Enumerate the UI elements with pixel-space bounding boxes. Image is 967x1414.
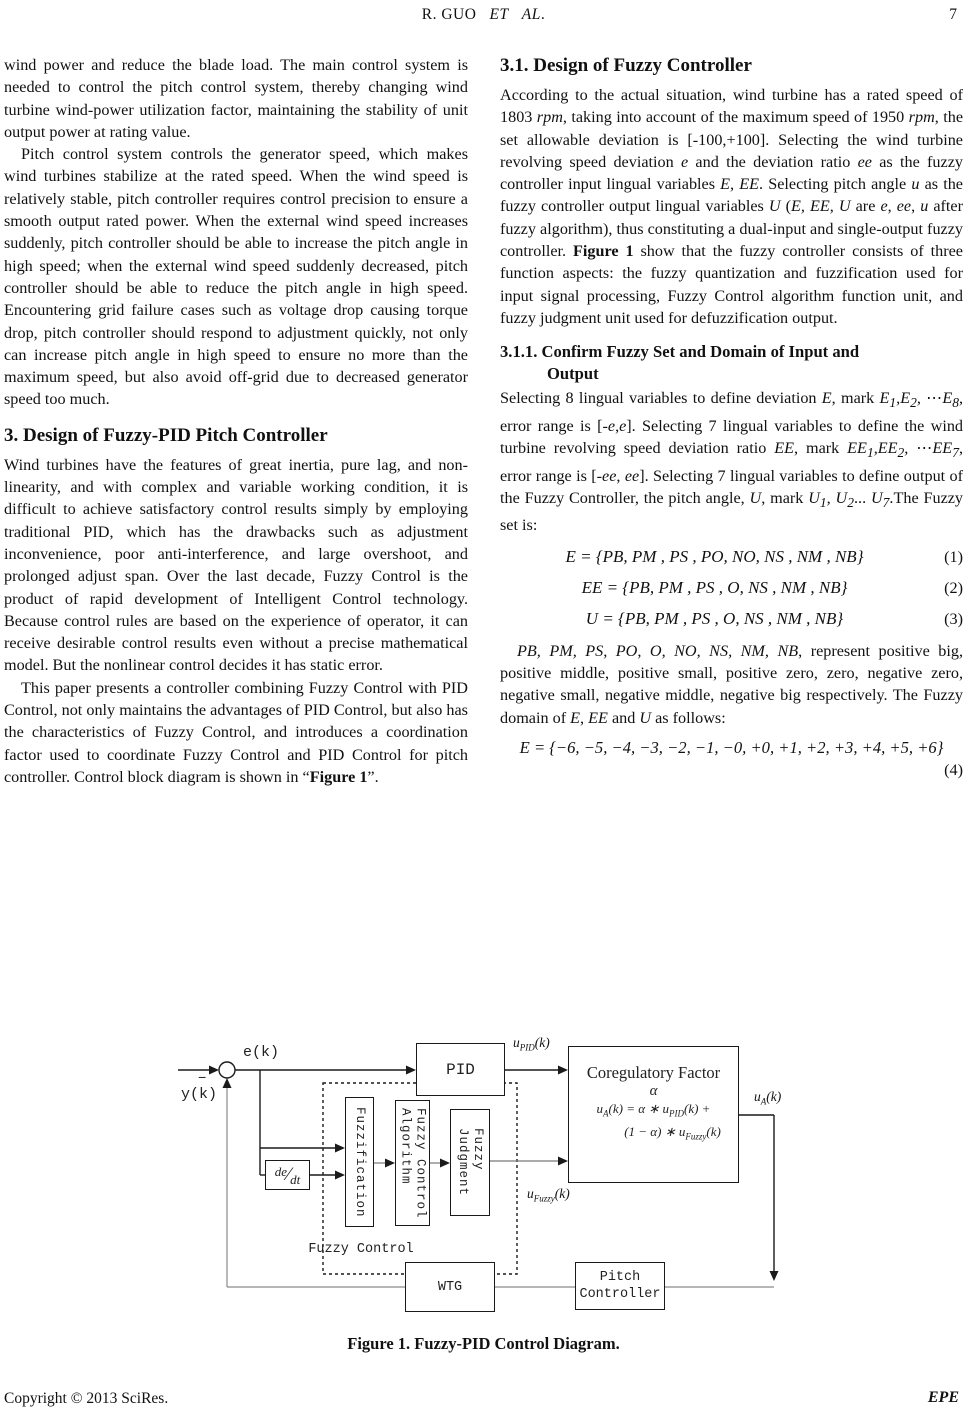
section-3-1-heading: 3.1. Design of Fuzzy Controller <box>500 55 752 76</box>
pid-block: PID <box>416 1043 505 1096</box>
u-fuzzy-label: $u_{Fuzzy}(k)$ <box>527 1186 570 1204</box>
arrowhead <box>558 1157 568 1166</box>
arrowhead <box>440 1159 450 1168</box>
equation-1 <box>500 546 963 568</box>
paragraph: Pitch control system controls the generator speed, which makes wind turbines stabilize at the rated speed. When the wind speed is relatively stable, pitch controller requires control precision to ensure a smooth output rated power. When the external wind speed increases suddenly, pitch controller should be able to increase the pitch angle in high speed; when the external wind speed suddenly decreased, pitch controller should be able to reduce the pitch angle in high speed. Encountering grid failure cases such as voltage drop causing torque drop, pitch controller should respond to adjustment quickly, not only can increase pitch angle in high speed to ensure no more than the maximum speed, but also avoid off-grid due to decreased generator speed too much. <box>4 145 468 409</box>
fuzzy-control-algorithm-block <box>395 1100 430 1226</box>
equation-body: U = {PB, PM , PS , O, NS , NM , NB} <box>585 609 844 629</box>
equation-body: E = {PB, PM , PS , PO, NO, NS , NM , NB} <box>565 546 864 566</box>
section-3-1-1-heading <box>500 341 963 385</box>
fuzzy-control-group-label: Fuzzy Control <box>308 1242 414 1257</box>
right-column <box>500 54 963 781</box>
minus-sign: − <box>198 1071 207 1087</box>
error-signal-label: e(k) <box>243 1044 280 1061</box>
derivative-block: de⁄dt <box>265 1160 310 1190</box>
arrowhead <box>223 1078 232 1088</box>
u-a-label: $u_A(k)$ <box>754 1089 782 1107</box>
arrowhead <box>385 1159 395 1168</box>
u-pid-label: $u_{PID}(k)$ <box>513 1035 550 1053</box>
summing-junction <box>219 1062 235 1078</box>
figure-caption: Figure 1. Fuzzy-PID Control Diagram. <box>347 1334 620 1353</box>
coregulatory-equation-line2: (1 − α) ∗ $u_{Fuzzy}(k)$ <box>624 1123 721 1142</box>
arrowhead <box>558 1066 568 1075</box>
equation-number: (2) <box>944 579 963 598</box>
paragraph: According to the actual situation, wind turbine has a rated speed of 1803 rpm, taking into account of the maximum speed of 1950 rpm, the set allowable deviation is [-100,+100]. Selecting the wind turbine revolving speed deviation e and the deviation ratio ee as the fuzzy controller input lingual variables E, EE. Selecting pitch angle u as the fuzzy controller output lingual variables U (E, EE, U are e, ee, u after fuzzy algorithm), thus constituting a dual-input and single-output fuzzy controller. Figure 1 show that the fuzzy controller consists of three function aspects: the fuzzy quantization and fuzzification used for input signal processing, Fuzzy Control algorithm function unit, and fuzzy judgment unit used for defuzzification output. <box>500 86 964 327</box>
paragraph: PB, PM, PS, PO, O, NO, NS, NM, NB, represent positive big, positive middle, positive small, positive zero, zero, negative zero, negative small, negative middle, negative big respectively. The Fuzzy domain of E, EE and U as follows: <box>500 641 964 727</box>
figure-1-block-diagram <box>165 1028 825 1328</box>
fuzzy-judgment-label: Fuzzy Judgment <box>456 1128 485 1197</box>
paragraph: Selecting 8 lingual variables to define deviation E, mark $E_1,E_2$, $\cdots E_8$, error range is [-e,e]. Selecting 7 lingual variables to define the wind turbine revolving speed deviation ratio EE, mark $EE_1,EE_2$, $\cdots EE_7$, error range is [-ee, ee]. Selecting 7 lingual variables to define output of the Fuzzy Controller, the pitch angle, U, mark $U_1$, $U_2$... $U_7.The$ Fuzzy set is: <box>500 389 964 535</box>
alpha-symbol: α <box>649 1083 658 1099</box>
fuzzification-block <box>345 1097 374 1227</box>
equation-number: (3) <box>944 610 963 629</box>
journal-abbreviation: EPE <box>927 1389 959 1406</box>
paragraph: wind power and reduce the blade load. The main control system is needed to control the pitch control system, thereby changing wind turbine wind-power utilization factor, maintaining the stability of unit output power at rating value. <box>4 56 468 141</box>
coregulatory-title: Coregulatory Factor <box>586 1063 721 1082</box>
arrowhead <box>335 1171 345 1180</box>
coregulatory-equation-line1: $u_A(k) = \alpha$ ∗ $u_{PID}(k)$ + <box>596 1101 711 1119</box>
wtg-block: WTG <box>405 1262 495 1312</box>
equation-body: E = {−6, −5, −4, −3, −2, −1, −0, +0, +1, +2, +3, +4, +5, +6} <box>519 737 944 757</box>
running-title: R. GUO ET AL. <box>421 6 546 23</box>
equation-3 <box>500 608 963 630</box>
page-number: 7 <box>949 6 957 23</box>
fuzzy-control-algorithm-label: Fuzzy Control Algorithm <box>398 1107 428 1219</box>
equation-body: EE = {PB, PM , PS , O, NS , NM , NB} <box>581 578 848 598</box>
fuzzy-judgment-block <box>450 1109 490 1216</box>
paragraph: Wind turbines have the features of great inertia, pure lag, and non-linearity, and with complex and variable working condition, it is difficult to achieve satisfactory control results simply by employing traditional PID, which has the drawbacks such as adjustment inconvenience, poor anti-interference, and large overshoot, and prolonged adjust span. Over the last decade, Fuzzy Control is the product of rapid development of Intelligent Control technology. Because control rules are based on the experience of operator, it can receive desirable control results even without a precise mathematical model. But the nonlinear control decides it has static error. <box>4 455 468 675</box>
copyright-notice: Copyright © 2013 SciRes. <box>4 1390 169 1407</box>
equation-4 <box>500 737 963 782</box>
feedback-signal-label: y(k) <box>181 1086 218 1103</box>
pitch-controller-block: Pitch Controller <box>575 1262 665 1310</box>
arrowhead <box>335 1144 345 1153</box>
left-column <box>4 54 468 788</box>
arrowhead <box>406 1066 416 1075</box>
equation-number: (4) <box>944 761 963 780</box>
arrowhead <box>209 1066 219 1075</box>
paragraph: This paper presents a controller combining Fuzzy Control with PID Control, not only maintains the advantages of PID Control, but also has the characteristics of Fuzzy Control, and introduces a coordination factor used to coordinate Fuzzy Control and PID Control for pitch controller. Control block diagram is shown in “Figure 1”. <box>4 678 468 786</box>
arrowhead <box>770 1271 779 1281</box>
section-3-heading: 3. Design of Fuzzy-PID Pitch Controller <box>4 424 328 446</box>
heading-line-1: 3.1.1. Confirm Fuzzy Set and Domain of Input and <box>500 342 860 362</box>
equation-number: (1) <box>944 547 963 566</box>
coregulatory-factor-block <box>568 1046 739 1183</box>
equation-2 <box>500 577 963 599</box>
heading-line-2: Output <box>547 364 599 384</box>
fuzzification-label: Fuzzification <box>353 1106 367 1218</box>
